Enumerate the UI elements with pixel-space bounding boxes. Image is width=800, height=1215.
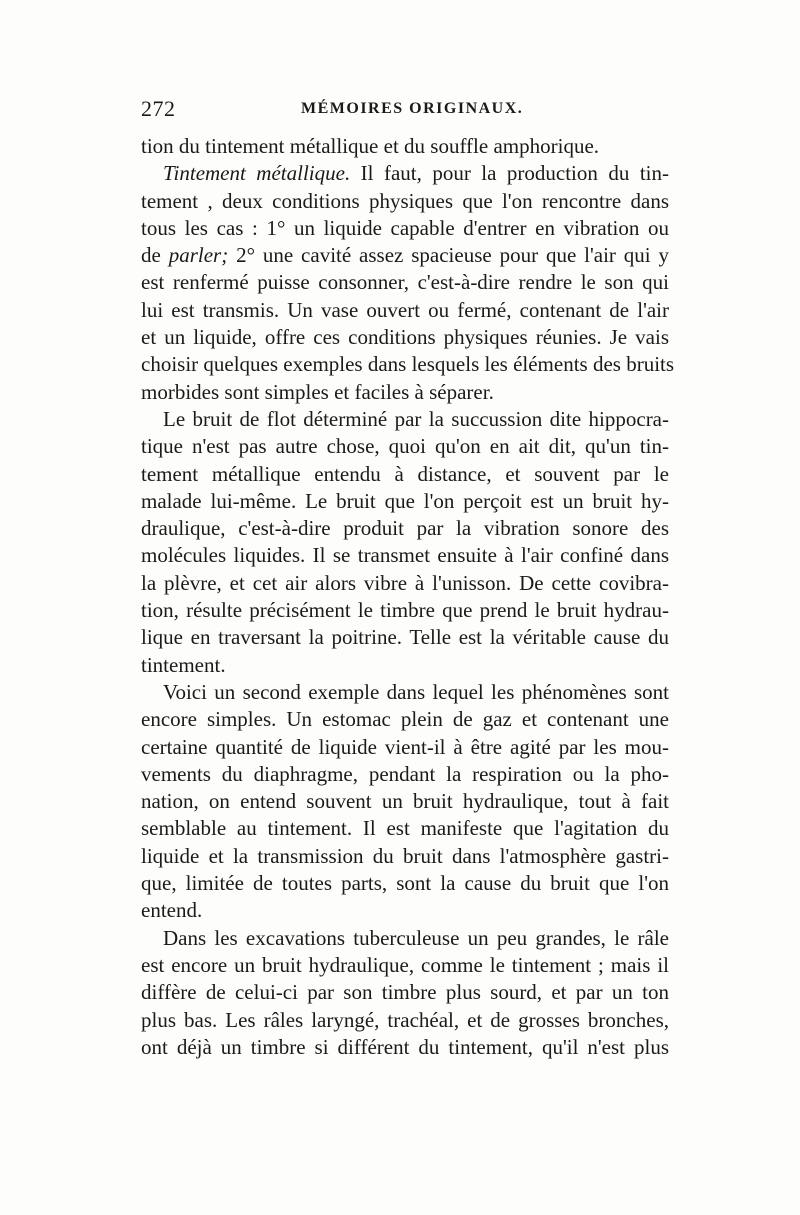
paragraph xyxy=(141,679,669,925)
text-line: certaine quantité de liquide vient-il à être agité par les mou- xyxy=(141,734,669,759)
text-line: choisir quelques exemples dans lesquels les éléments des bruits xyxy=(141,352,675,377)
text-line: encore simples. Un estomac plein de gaz et contenant une xyxy=(141,707,669,732)
text-line: tique n'est pas autre chose, quoi qu'on en ait dit, qu'un tin- xyxy=(141,434,669,459)
text-line: ont déjà un timbre si différent du tintement, qu'il n'est plus xyxy=(141,1034,669,1059)
text-line: draulique, c'est-à-dire produit par la vibration sonore des xyxy=(141,516,669,541)
page-number: 272 xyxy=(141,96,176,121)
text-line: tement , deux conditions physiques que l'on rencontre dans xyxy=(141,188,669,213)
text-line: malade lui-même. Le bruit que l'on perçoit est un bruit hy- xyxy=(141,488,669,513)
text-line: tion, résulte précisément le timbre que prend le bruit hydrau- xyxy=(141,598,669,623)
text-line: liquide et la transmission du bruit dans l'atmosphère gastri- xyxy=(141,843,669,868)
text-line: vements du diaphragme, pendant la respiration ou la pho- xyxy=(141,761,669,786)
paragraph xyxy=(141,925,669,1061)
text-line: lui est transmis. Un vase ouvert ou fermé, contenant de l'air xyxy=(141,297,669,322)
text-line: Tintement métallique. Il faut, pour la production du tin- xyxy=(163,161,669,186)
text-line: Voici un second exemple dans lequel les phénomènes sont xyxy=(163,679,669,704)
text-line: de parler; 2° une cavité assez spacieuse pour que l'air qui y xyxy=(141,243,669,268)
text-line: tous les cas : 1° un liquide capable d'entrer en vibration ou xyxy=(141,215,669,240)
paragraph xyxy=(141,133,669,160)
text-line: entend. xyxy=(141,898,203,923)
text-line: tement métallique entendu à distance, et souvent par le xyxy=(141,461,669,486)
text-line: Dans les excavations tuberculeuse un peu grandes, le râle xyxy=(163,925,669,950)
text-line: diffère de celui-ci par son timbre plus sourd, et par un ton xyxy=(141,980,669,1005)
running-title: MÉMOIRES ORIGINAUX. xyxy=(301,100,524,117)
text-line: lique en traversant la poitrine. Telle est la véritable cause du xyxy=(141,625,669,650)
text-line: tintement. xyxy=(141,652,226,677)
text-line: Le bruit de flot déterminé par la succussion dite hippocra- xyxy=(163,406,669,431)
text-line: que, limitée de toutes parts, sont la cause du bruit que l'on xyxy=(141,871,669,896)
text-line: la plèvre, et cet air alors vibre à l'unisson. De cette covibra- xyxy=(141,570,669,595)
text-line: molécules liquides. Il se transmet ensuite à l'air confiné dans xyxy=(141,543,669,568)
text-line: semblable au tintement. Il est manifeste que l'agitation du xyxy=(141,816,669,841)
running-head xyxy=(141,96,668,126)
text-line: nation, on entend souvent un bruit hydraulique, tout à fait xyxy=(141,789,669,814)
body-text xyxy=(141,133,675,1061)
paragraph xyxy=(141,160,675,406)
text-line: et un liquide, offre ces conditions physiques réunies. Je vais xyxy=(141,325,669,350)
paragraph xyxy=(141,406,669,679)
text-line: est encore un bruit hydraulique, comme le tintement ; mais il xyxy=(141,952,669,977)
text-line: est renfermé puisse consonner, c'est-à-dire rendre le son qui xyxy=(141,270,669,295)
text-line: plus bas. Les râles laryngé, trachéal, et de grosses bronches, xyxy=(141,1007,669,1032)
text-line: morbides sont simples et faciles à séparer. xyxy=(141,379,494,404)
text-line: tion du tintement métallique et du souffle amphorique. xyxy=(141,134,600,158)
